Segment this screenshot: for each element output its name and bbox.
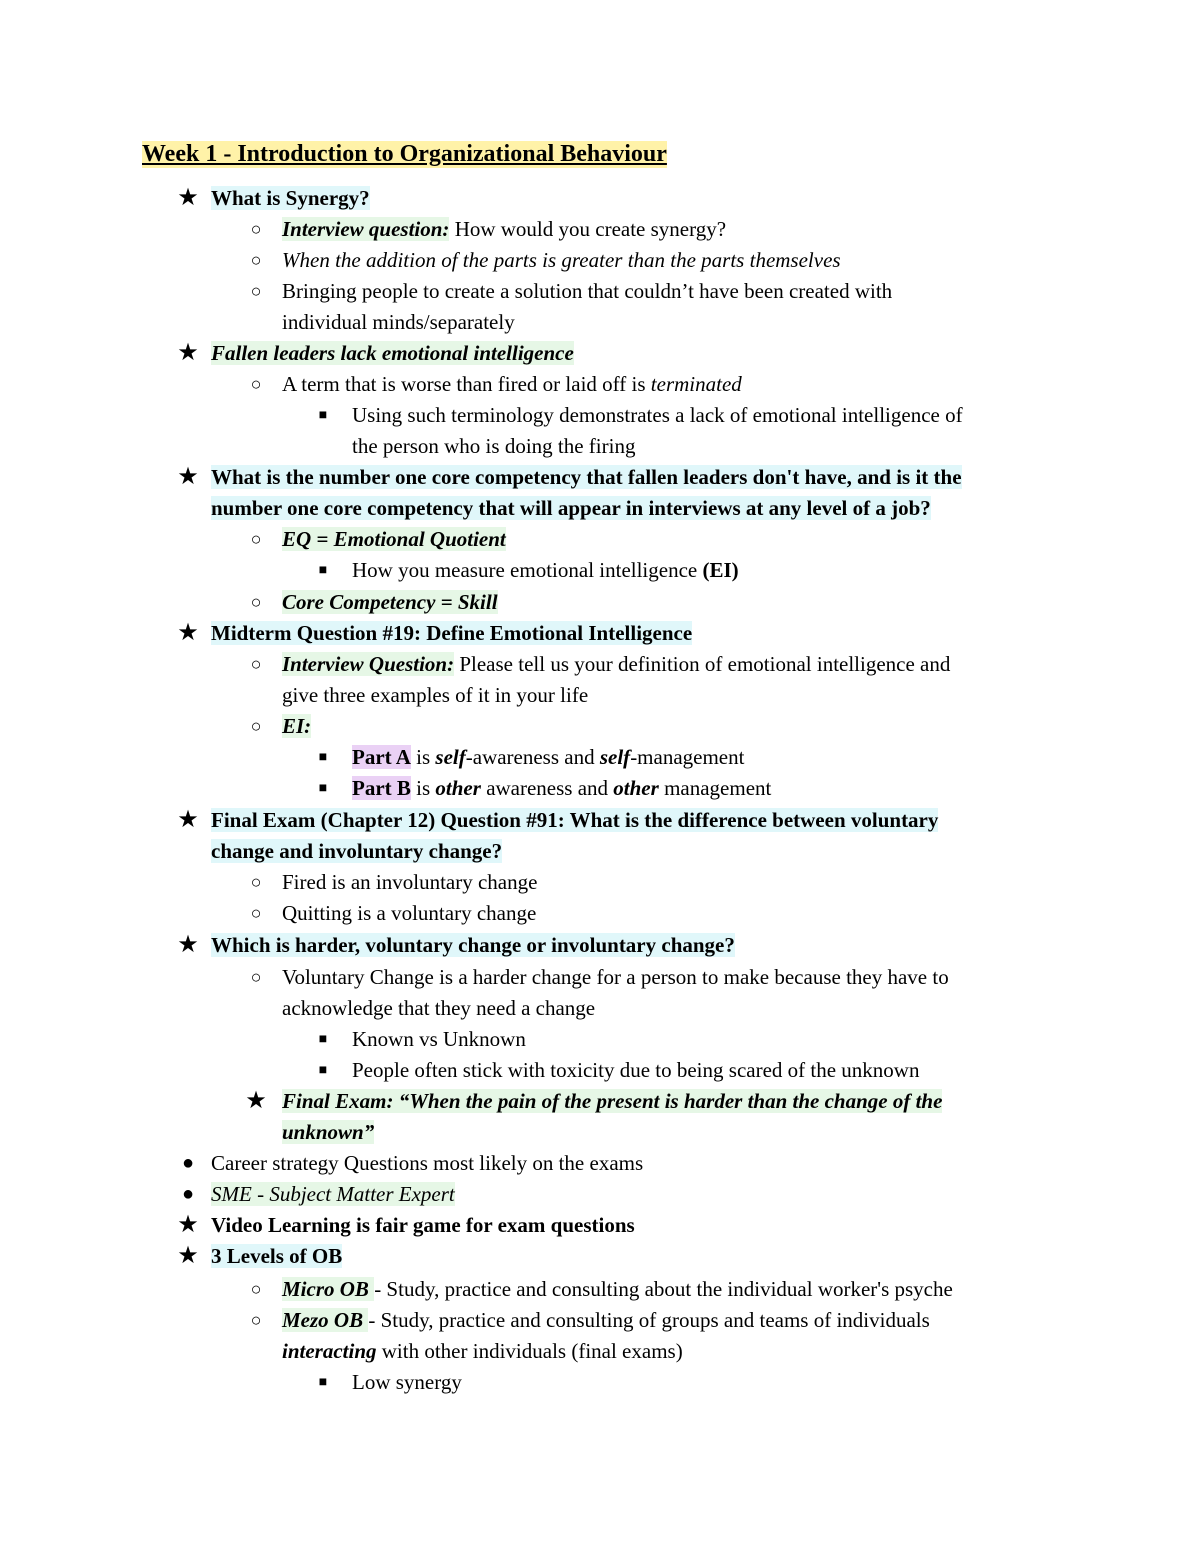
list-item xyxy=(0,276,1200,307)
circle-bullet-icon: ○ xyxy=(250,654,262,674)
text-run: Midterm Question #19: Define Emotional Intelligence xyxy=(211,621,693,645)
list-item xyxy=(0,898,1200,929)
square-bullet-icon: ■ xyxy=(318,1375,328,1390)
list-item-text xyxy=(211,805,938,836)
text-run: Video Learning is fair game for exam questions xyxy=(211,1213,635,1237)
text-run: Fired is an involuntary change xyxy=(282,870,538,894)
text-run: What is the number one core competency that fallen leaders don't have, and is it the xyxy=(211,465,962,489)
square-bullet-icon: ■ xyxy=(318,1063,328,1078)
list-item-text xyxy=(282,711,311,742)
text-run: management xyxy=(658,776,772,800)
text-run: EQ = Emotional Quotient xyxy=(282,527,506,551)
list-item xyxy=(0,805,1200,836)
list-item-text xyxy=(352,555,739,586)
list-item-text xyxy=(352,400,963,431)
list-item xyxy=(0,524,1200,555)
list-item xyxy=(0,1148,1200,1179)
text-run: Bringing people to create a solution that couldn’t have been created with xyxy=(282,279,893,303)
list-item-text xyxy=(282,1336,683,1367)
list-item-text xyxy=(211,930,735,961)
text-run: Interview question: xyxy=(282,217,450,241)
list-item-text xyxy=(282,1305,930,1336)
circle-bullet-icon: ○ xyxy=(250,967,262,987)
text-run: When the addition of the parts is greater than the parts themselves xyxy=(282,248,841,272)
text-run: Career strategy Questions most likely on the exams xyxy=(211,1151,644,1175)
list-item-text xyxy=(352,431,635,462)
circle-bullet-icon: ○ xyxy=(250,281,262,301)
text-run: unknown” xyxy=(282,1120,375,1144)
star-bullet-icon: ★ xyxy=(177,1212,199,1238)
star-bullet-icon: ★ xyxy=(245,1088,267,1114)
text-run: What is Synergy? xyxy=(211,186,370,210)
text-run: Voluntary Change is a harder change for a person to make because they have to xyxy=(282,965,949,989)
text-run: 3 Levels of OB xyxy=(211,1244,343,1268)
list-item xyxy=(0,680,1200,711)
list-item xyxy=(0,1336,1200,1367)
text-run: Micro OB xyxy=(282,1277,375,1301)
text-run: Quitting is a voluntary change xyxy=(282,901,537,925)
text-run: Core Competency = Skill xyxy=(282,590,498,614)
dot-bullet-icon: ● xyxy=(181,1152,195,1174)
list-item-text xyxy=(211,462,962,493)
text-run: How would you create synergy? xyxy=(449,217,727,241)
list-item-text xyxy=(282,214,726,245)
square-bullet-icon: ■ xyxy=(318,750,328,765)
text-run: A term that is worse than fired or laid off is xyxy=(282,372,651,396)
text-run: How you measure emotional intelligence xyxy=(352,558,703,582)
list-item xyxy=(0,993,1200,1024)
list-item-text xyxy=(282,307,515,338)
list-item xyxy=(0,245,1200,276)
list-item xyxy=(0,214,1200,245)
list-item xyxy=(0,369,1200,400)
circle-bullet-icon: ○ xyxy=(250,903,262,923)
star-bullet-icon: ★ xyxy=(177,185,199,211)
text-run: SME - Subject Matter Expert xyxy=(211,1182,455,1206)
list-item-text xyxy=(282,649,950,680)
text-run: self xyxy=(599,745,631,769)
text-run: - Study, practice and consulting about the individual worker's psyche xyxy=(374,1277,953,1301)
text-run: Which is harder, voluntary change or involuntary change? xyxy=(211,933,735,957)
star-bullet-icon: ★ xyxy=(177,807,199,833)
text-run: (EI) xyxy=(702,558,739,582)
text-run: People often stick with toxicity due to being scared of the unknown xyxy=(352,1058,920,1082)
text-run: Part A xyxy=(352,745,411,769)
list-item xyxy=(0,711,1200,742)
square-bullet-icon: ■ xyxy=(318,408,328,423)
text-run: Final Exam: “When the pain of the present is harder than the change of the xyxy=(282,1089,943,1113)
list-item xyxy=(0,400,1200,431)
text-run: with other individuals (final exams) xyxy=(376,1339,683,1363)
star-bullet-icon: ★ xyxy=(177,620,199,646)
text-run: is xyxy=(410,745,436,769)
list-item-text xyxy=(211,618,692,649)
list-item xyxy=(0,867,1200,898)
text-run: awareness and xyxy=(480,776,614,800)
text-run: interacting xyxy=(282,1339,377,1363)
square-bullet-icon: ■ xyxy=(318,781,328,796)
circle-bullet-icon: ○ xyxy=(250,1310,262,1330)
list-item-text xyxy=(282,524,506,555)
text-run: Please tell us your definition of emotional intelligence and xyxy=(454,652,951,676)
text-run: - Study, practice and consulting of groups and teams of individuals xyxy=(368,1308,930,1332)
dot-bullet-icon: ● xyxy=(181,1183,195,1205)
text-run: other xyxy=(435,776,481,800)
text-run: Known vs Unknown xyxy=(352,1027,526,1051)
list-item xyxy=(0,1274,1200,1305)
list-item-text xyxy=(282,962,949,993)
list-item-text xyxy=(282,993,595,1024)
list-item xyxy=(0,555,1200,586)
list-item xyxy=(0,836,1200,867)
circle-bullet-icon: ○ xyxy=(250,872,262,892)
list-item-text xyxy=(211,836,502,867)
text-run: terminated xyxy=(650,372,742,396)
star-bullet-icon: ★ xyxy=(177,932,199,958)
text-run: acknowledge that they need a change xyxy=(282,996,596,1020)
circle-bullet-icon: ○ xyxy=(250,529,262,549)
list-item-text xyxy=(211,183,370,214)
list-item xyxy=(0,742,1200,773)
text-run: Mezo OB xyxy=(282,1308,369,1332)
list-item xyxy=(0,1024,1200,1055)
list-item-text xyxy=(282,245,841,276)
text-run: is xyxy=(410,776,436,800)
list-item-text xyxy=(211,1210,635,1241)
list-item xyxy=(0,618,1200,649)
list-item-text xyxy=(211,1241,342,1272)
list-item xyxy=(0,1179,1200,1210)
list-item-text xyxy=(352,773,771,804)
list-item-text xyxy=(211,493,931,524)
text-run: individual minds/separately xyxy=(282,310,515,334)
text-run: self xyxy=(435,745,466,769)
list-item xyxy=(0,649,1200,680)
text-run: Low synergy xyxy=(352,1370,462,1394)
list-item-text xyxy=(282,587,498,618)
list-item xyxy=(0,773,1200,804)
list-item-text xyxy=(352,1367,462,1398)
circle-bullet-icon: ○ xyxy=(250,219,262,239)
list-item xyxy=(0,1086,1200,1117)
list-item-text xyxy=(282,1274,953,1305)
list-item-text xyxy=(211,1179,455,1210)
list-item-text xyxy=(282,898,536,929)
text-run: -awareness and xyxy=(465,745,600,769)
square-bullet-icon: ■ xyxy=(318,1032,328,1047)
page-title: Week 1 - Introduction to Organizational Behaviour xyxy=(142,141,667,167)
star-bullet-icon: ★ xyxy=(177,1243,199,1269)
circle-bullet-icon: ○ xyxy=(250,250,262,270)
text-run: Fallen leaders lack emotional intelligence xyxy=(211,341,574,365)
circle-bullet-icon: ○ xyxy=(250,374,262,394)
list-item xyxy=(0,1305,1200,1336)
list-item xyxy=(0,1241,1200,1272)
star-bullet-icon: ★ xyxy=(177,340,199,366)
text-run: Final Exam (Chapter 12) Question #91: What is the difference between voluntary xyxy=(211,808,939,832)
text-run: change and involuntary change? xyxy=(211,839,503,863)
circle-bullet-icon: ○ xyxy=(250,716,262,736)
circle-bullet-icon: ○ xyxy=(250,592,262,612)
list-item xyxy=(0,462,1200,493)
list-item xyxy=(0,1055,1200,1086)
list-item-text xyxy=(282,867,537,898)
list-item-text xyxy=(282,680,588,711)
square-bullet-icon: ■ xyxy=(318,563,328,578)
list-item xyxy=(0,338,1200,369)
list-item-text xyxy=(282,369,742,400)
text-run: -management xyxy=(630,745,745,769)
list-item-text xyxy=(211,338,574,369)
star-bullet-icon: ★ xyxy=(177,464,199,490)
list-item-text xyxy=(352,1055,919,1086)
list-item xyxy=(0,493,1200,524)
list-item xyxy=(0,431,1200,462)
text-run: number one core competency that will appear in interviews at any level of a job? xyxy=(211,496,931,520)
text-run: Part B xyxy=(352,776,411,800)
list-item xyxy=(0,1210,1200,1241)
list-item xyxy=(0,587,1200,618)
list-item-text xyxy=(282,1117,374,1148)
list-item-text xyxy=(282,276,892,307)
text-run: Interview Question: xyxy=(282,652,455,676)
text-run: EI: xyxy=(282,714,312,738)
list-item xyxy=(0,1117,1200,1148)
list-item xyxy=(0,183,1200,214)
list-item xyxy=(0,930,1200,961)
list-item xyxy=(0,962,1200,993)
list-item xyxy=(0,307,1200,338)
list-item-text xyxy=(282,1086,942,1117)
circle-bullet-icon: ○ xyxy=(250,1279,262,1299)
text-run: give three examples of it in your life xyxy=(282,683,589,707)
list-item-text xyxy=(352,1024,526,1055)
text-run: Using such terminology demonstrates a lack of emotional intelligence of xyxy=(352,403,963,427)
text-run: other xyxy=(613,776,659,800)
text-run: the person who is doing the firing xyxy=(352,434,636,458)
list-item xyxy=(0,1367,1200,1398)
list-item-text xyxy=(211,1148,643,1179)
list-item-text xyxy=(352,742,744,773)
